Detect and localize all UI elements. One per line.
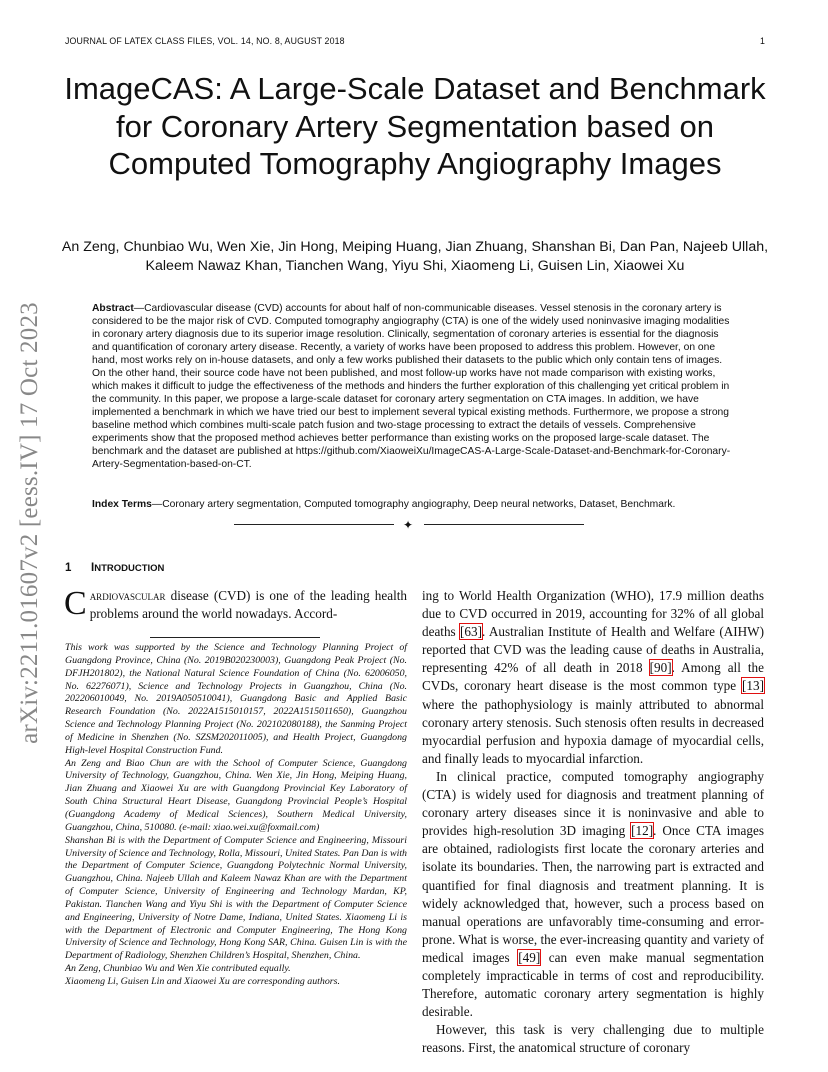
- citation-link[interactable]: [13]: [742, 678, 764, 694]
- citation-link[interactable]: [12]: [631, 823, 654, 839]
- citation-link[interactable]: [49]: [518, 949, 541, 965]
- footnote-rule: [150, 637, 320, 638]
- abstract: [92, 302, 738, 471]
- index-terms-label: Index Terms: [92, 499, 152, 510]
- section-number: 1: [65, 562, 72, 574]
- section-title-rest: NTRODUCTION: [94, 563, 165, 574]
- text-run: ing to World Health Organization (WHO), 17.9 million deaths due to CVD occurred in 2019, accounting for 32% of all global deaths: [422, 588, 764, 640]
- footnotes: [65, 642, 407, 989]
- text-run: where the pathophysiology is mainly attributed to abnormal coronary artery stenosis. Such stenosis often results in decreased myocardial perfusion and hypoxia damage of myocardial cells, and finally leads to myocardial infarction.: [422, 696, 764, 766]
- arxiv-identifier: arXiv:2211.01607v2 [eess.IV] 17 Oct 2023: [16, 302, 43, 744]
- text-run: . Among all the CVDs, coronary heart disease is the most common type: [422, 660, 764, 694]
- index-terms: [92, 498, 738, 511]
- paragraph-clinical: [422, 768, 764, 1021]
- paragraph-challenges: However, this task is very challenging due to multiple reasons. First, the anatomical structure of coronary: [422, 1022, 764, 1056]
- intro-right-column: [422, 587, 764, 1057]
- paper-title: ImageCAS: A Large-Scale Dataset and Benchmark for Coronary Artery Segmentation based on Computed Tomography Angiography Images: [64, 71, 766, 181]
- intro-left-paragraph: [65, 587, 407, 623]
- intro-smallcaps: ardiovascular: [89, 588, 166, 603]
- footnote-equal-contribution: An Zeng, Chunbiao Wu and Wen Xie contributed equally.: [65, 963, 291, 975]
- text-run: In clinical practice, computed tomography angiography (CTA) is widely used for diagnosis and treatment planning of coronary artery diseases since it is noninvasive and able to provides high-resolution 3D imaging: [422, 768, 764, 839]
- section-heading: [65, 562, 164, 574]
- intro-left-text: disease (CVD) is one of the leading health problems around the world nowadays. Accord-: [89, 588, 407, 622]
- footnote-funding: This work was supported by the Science and Technology Planning Project of Guangdong Province, China (No. 2019B020230003), Guangdong Peak Project (No. DFJH201802), the National Natural Science Foundation of China (No. 62006050, No. 62276071), Science and Technology Projects in Guangzhou, China (No. 202206010049, No. 2019A050510041), Guangdong Basic and Applied Basic Research Foundation (No. 2022A1515010157, 2022A1515011650), Guangzhou Science and Technology Planning Project (No. 202102080188), the Sanming Project of Medicine in Shenzhen (No. SZSM202011005), and Health Project, Guangdong High-level Hospital Construction Fund.: [65, 642, 407, 756]
- text-run: . Australian Institute of Health and Welfare (AIHW) reported that CVD was the leading cause of deaths in Australia, representing 42% of all death in 2018: [422, 624, 764, 676]
- drop-cap: C: [64, 585, 87, 622]
- section-title-initial: I: [91, 562, 95, 574]
- citation-link[interactable]: [63]: [460, 624, 482, 640]
- separator-line-left: [234, 524, 394, 525]
- text-run: . Once CTA images are obtained, radiologists first locate the coronary arteries and isolate its boundaries. Then, the narrowing part is extracted and quantified for final diagnosis and treatment planning. It is widely acknowledged that, however, such a process based on manual operations are unfavorably time-consuming and error-prone. What is worse, the ever-increasing quantity and variety of medical images: [422, 823, 764, 965]
- diamond-icon: ✦: [403, 518, 414, 532]
- arxiv-stamp: [14, 288, 46, 758]
- footnote-affiliations-2: Shanshan Bi is with the Department of Computer Science and Engineering, Missouri University of Science and Technology, Rolla, Missouri, United States. Pan Dan is with the Department of Computer Science, Guangdong Polytechnic Normal University, Guangzhou, China. Najeeb Ullah and Kaleem Nawaz Khan are with the Department of Computer Science, University of Engineering and Technology Mardan, KP, Pakistan. Tianchen Wang and Yiyu Shi is with the Department of Computer Science and Engineering, University of Notre Dame, Indiana, United States. Xiaomeng Li is with the Department of Electronic and Computer Engineering, The Hong Kong University of Science and Technology, Hong Kong SAR, China. Guisen Lin is with the Department of Radiology, Shenzhen Children’s Hospital, Shenzhen, China.: [65, 834, 407, 962]
- footnote-corresponding: Xiaomeng Li, Guisen Lin and Xiaowei Xu are corresponding authors.: [65, 975, 340, 987]
- text-run: can even make manual segmentation completely impracticable in terms of cost and reproducibility. Therefore, automatic coronary artery segmentation is highly desirable.: [422, 949, 764, 1020]
- footnote-affiliations-1: An Zeng and Biao Chun are with the School of Computer Science, Guangdong University of Technology, Guangzhou, China. Wen Xie, Jin Hong, Meiping Huang, Jian Zhuang and Xiaowei Xu are with Guangdong Provincial Key Laboratory of South China Structural Heart Disease, Guangdong Provincial People’s Hospital (Guangdong Academy of Medical Sciences), Southern Medical University, Guangzhou, China, 510080. (e-mail: xiao.wei.xu@foxmail.com): [65, 757, 407, 833]
- journal-header: JOURNAL OF LATEX CLASS FILES, VOL. 14, NO. 8, AUGUST 2018: [65, 36, 345, 46]
- paragraph-who: [422, 587, 764, 768]
- section-separator: [234, 518, 584, 530]
- running-header: [65, 36, 765, 46]
- citation-link[interactable]: [90]: [649, 660, 672, 676]
- author-list: An Zeng, Chunbiao Wu, Wen Xie, Jin Hong, Meiping Huang, Jian Zhuang, Shanshan Bi, Dan Pan, Najeeb Ullah, Kaleem Nawaz Khan, Tianchen Wang, Yiyu Shi, Xiaomeng Li, Guisen Lin, Xiaowei Xu: [61, 239, 769, 274]
- abstract-label: Abstract: [92, 303, 134, 314]
- abstract-text: —Cardiovascular disease (CVD) accounts for about half of non-communicable diseases. Vessel stenosis in the coronary artery is considered to be the major risk of CVD. Computed tomography angiography (CTA) is one of the widely used noninvasive imaging modalities in coronary artery diagnosis due to its superior image resolution. Clinically, segmentation of coronary arteries is essential for the diagnosis and quantification of coronary artery disease. Recently, a variety of works have been proposed to address this problem. However, on one hand, most works rely on in-house datasets, and only a few works published their datasets to the public which only contain tens of images. On the other hand, their source code have not been published, and most follow-up works have not made comparison with existing works, which makes it difficult to judge the effectiveness of the methods and hinders the further exploration of this challenging yet critical problem in the community. In this paper, we propose a large-scale dataset for coronary artery segmentation on CTA images. In addition, we have implemented a benchmark in which we have tried our best to implement several typical existing methods. Furthermore, we propose a strong baseline method which combines multi-scale patch fusion and two-stage processing to extract the details of vessels. Comprehensive experiments show that the proposed method achieves better performance than existing works on the proposed large-scale dataset. The benchmark and the dataset are published at https://github.com/XiaoweiXu/ImageCAS-A-Large-Scale-Dataset-and-Benchmark-for-Coronary-Artery-Segmentation-based-on-CT.: [92, 303, 731, 470]
- index-terms-text: —Coronary artery segmentation, Computed tomography angiography, Deep neural networks, Dataset, Benchmark.: [151, 499, 676, 510]
- separator-line-right: [424, 524, 584, 525]
- page-number: 1: [759, 36, 765, 46]
